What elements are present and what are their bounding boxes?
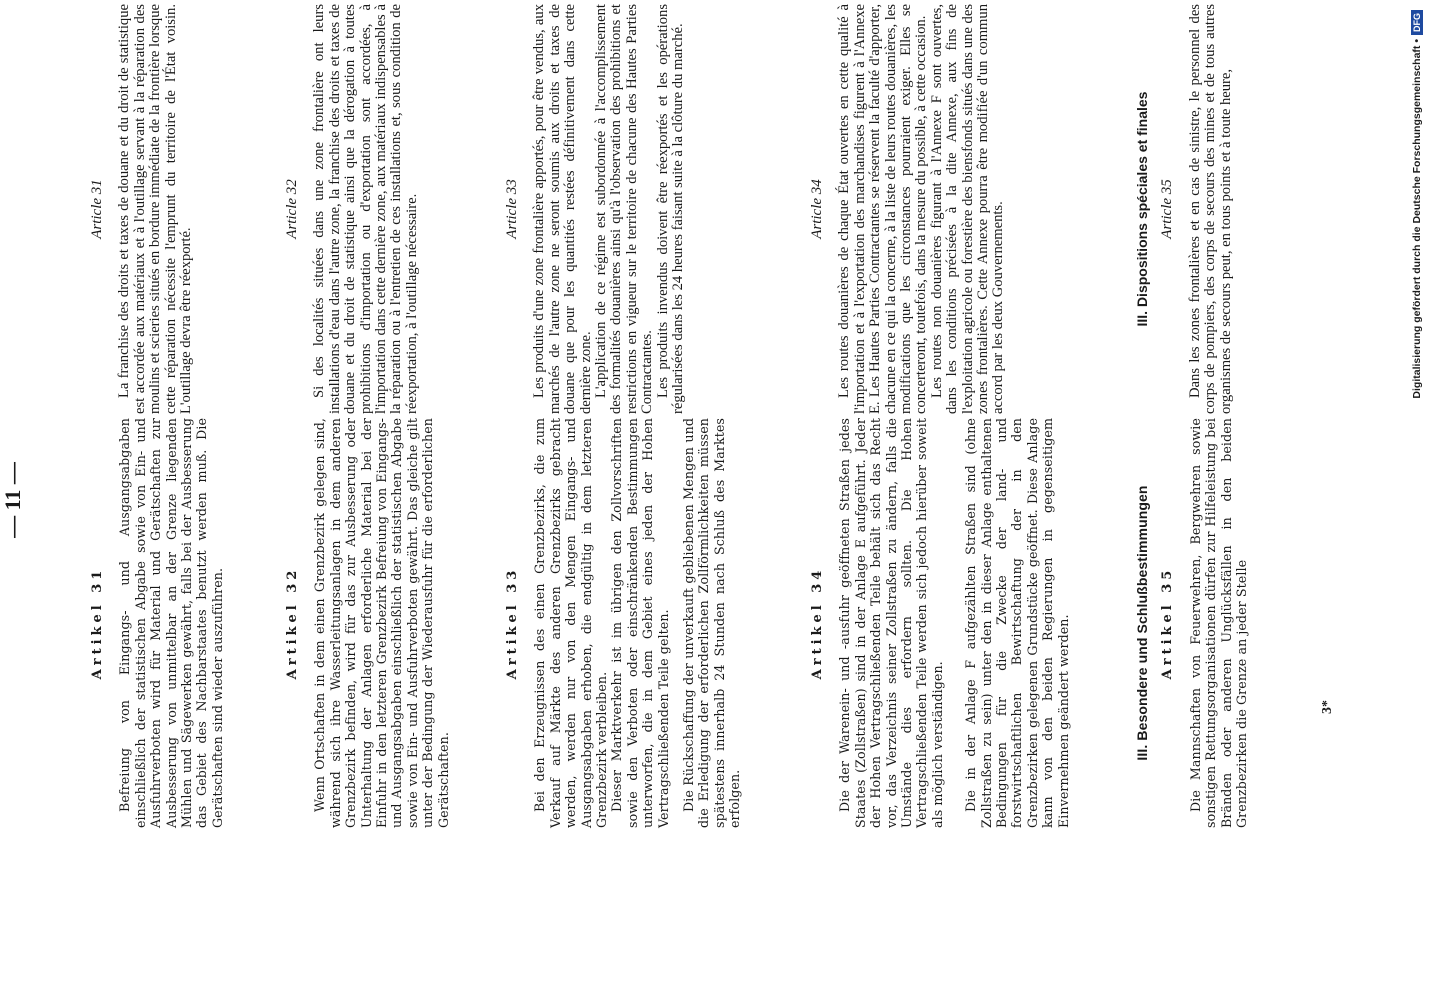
paragraph-de: Bei den Erzeugnissen des einen Grenzbezirks, die zum Verkauf auf Märkte des anderen Grenzbezirks gebracht werden, werden nur von den Mengen Eingangs- und Ausgangsabgaben erhoben, die endgültig in dem letzteren Grenzbezirk verbleiben. xyxy=(532,418,610,828)
digitization-note xyxy=(1405,10,1429,990)
paragraph-de: Die Mannschaften von Feuerwehren, Bergwehren sowie sonstigen Rettungsorganisationen dürfen zur Hilfeleistung bei Bränden oder anderen Unglücksfällen in den beiden Grenzbezirken die Grenze an jeder Stelle xyxy=(1187,418,1250,828)
article-31-band xyxy=(89,4,260,914)
paragraph-de: Die in der Anlage F aufgezählten Straßen sind (ohne Zollstraßen zu sein) unter den in dieser Anlage enthaltenen Bedingungen für die Zwecke der land- und forstwirtschaftlichen Bewirtschaftung der in den Grenzbezirken gelegenen Grundstücke geöffnet. Diese Anlage kann von den beiden Regierungen in gegenseitigem Einvernehmen geändert werden. xyxy=(963,418,1071,828)
section-heading-de: III. Besondere und Schlußbestimmungen xyxy=(1134,485,1150,761)
signature-mark: 3* xyxy=(1320,700,1335,714)
section-heading-fr: III. Dispositions spéciales et finales xyxy=(1134,91,1150,327)
article-32-band xyxy=(284,4,490,914)
paragraph-fr: Les routes non douanières figurant à l'Annexe F sont ouvertes, dans les conditions précisées à la dite Annexe, aux fins de l'exploitation agricole ou forestière des biensfonds situés dans une des zones frontalières. Cette Annexe pourra être modifiée d'un commun accord par les deux Gouvernements. xyxy=(928,4,1007,414)
paragraph-fr: Si des localités situées dans une zone frontalière ont leurs installations d'eau dans l'autre zone, la franchise des droits et taxes de douane et du droit de statistique ainsi que la dérogation à toutes prohibitions d'importation ou d'exportation sont accordées, à l'importation dans cette dernière zone, aux matériaux indispensables à la réparation ou à l'entretien de ces installations et, sous condition de réexportation, à l'outillage nécessaire. xyxy=(311,4,420,414)
french-column xyxy=(810,4,1115,414)
paragraph-fr: Dans les zones frontalières et en cas de sinistre, le personnel des corps de pompiers, des corps de secours des mines et de tous autres organismes de secours peut, en tous points et à toute heure, xyxy=(1186,4,1234,414)
german-column xyxy=(505,418,795,828)
article-heading-fr: Article 33 xyxy=(504,179,520,239)
paragraph-de: Befreiung von Eingangs- und Ausgangsabgaben einschließlich der statistischen Abgabe sowie von Ein- und Ausfuhrverboten wird für Material und Gerätschaften zur Ausbesserung von unmittelbar an der Grenze liegenden Mühlen und Sägewerken gewährt, falls bei der Ausbesserung das Gebiet des Nachbarstaates benutzt werden muß. Die Gerätschaften sind wieder auszuführen. xyxy=(117,418,225,828)
page-number: — 11 — xyxy=(0,462,25,538)
article-33-band xyxy=(504,4,795,914)
article-34-band xyxy=(809,4,1115,914)
article-heading-fr: Article 34 xyxy=(809,179,825,239)
article-heading-de: Artikel 31 xyxy=(90,566,105,680)
article-heading-de: Artikel 33 xyxy=(505,566,520,680)
section-iii-band xyxy=(1134,4,1305,914)
french-column xyxy=(505,4,795,414)
paragraph-de: Die Rückschaffung der unverkauft gebliebenen Mengen und die Erledigung der erforderlichen Zollförmlichkeiten müssen spätestens innerhalb 24 Stunden nach Schluß des Marktes erfolgen. xyxy=(681,418,743,828)
french-column xyxy=(1135,4,1305,414)
paragraph-fr: Les routes douanières de chaque État ouvertes en cette qualité à l'importation et à l'exportation des marchandises figurent à l'Annexe E. Les Hautes Parties Contractantes se réservent la faculté d'apporter, chacune en ce qui la concerne, à la liste de leurs routes douanières, les modifications que les circonstances pourraient exiger. Elles se concerteront, toutefois, dans la mesure du possible, à cette occasion. xyxy=(836,4,930,414)
german-column xyxy=(810,418,1115,828)
paragraph-de: Dieser Marktverkehr ist im übrigen den Zollvorschriften sowie den Verboten oder einschränkenden Bestimmungen unterworfen, die in dem Gebiet eines jeden der Hohen Vertragschließenden Teile gelten. xyxy=(609,418,671,828)
article-heading-de: Artikel 34 xyxy=(810,566,825,680)
paragraph-fr: Les produits invendus doivent être réexportés et les opérations régularisées dans les 24 heures faisant suite à la clôture du marché. xyxy=(654,4,687,414)
digitization-note-label: Digitalisierung gefördert durch die Deutsche Forschungsgemeinschaft • xyxy=(1411,39,1423,399)
german-column xyxy=(285,418,490,828)
digitization-note-text xyxy=(1405,10,1429,990)
article-heading-de: Artikel 35 xyxy=(1160,566,1176,680)
article-heading-fr: Article 32 xyxy=(284,179,300,239)
german-column xyxy=(1135,418,1305,828)
dfg-logo: DFG xyxy=(1411,10,1423,35)
article-heading-fr: Article 31 xyxy=(89,179,105,239)
german-column xyxy=(90,418,260,828)
paragraph-fr: La franchise des droits et taxes de douane et du droit de statistique est accordée aux matériaux et à l'outillage servant à la réparation des moulins et scieries situés en bordure immédiate de la frontière lorsque cette réparation nécessite l'emprunt du territoire de l'État voisin. L'outillage devra être réexporté. xyxy=(116,4,195,414)
paragraph-fr: Les produits d'une zone frontalière apportés, pour être vendus, aux marchés de l'autre zone ne seront soumis aux droits et taxes de douane que pour les quantités restées définitivement dans cette dernière zone. xyxy=(531,4,594,414)
paragraph-fr: L'application de ce régime est subordonnée à l'accomplissement des formalités douanières ainsi qu'à l'observation des prohibitions et restrictions en vigueur sur le territoire de chacune des Hautes Parties Contractantes. xyxy=(593,4,656,414)
article-heading-de: Artikel 32 xyxy=(285,566,300,680)
paragraph-de: Wenn Ortschaften in dem einen Grenzbezirk gelegen sind, während sich ihre Wasserleitungsanlagen in dem anderen Grenzbezirk befinden, wird für das zur Ausbesserung oder Unterhaltung der Anlagen erforderliche Material bei der Einfuhr in den letzteren Grenzbezirk Befreiung von Eingangs- und Ausgangsabgaben einschließlich der statistischen Abgabe sowie von Ein- und Ausfuhrverboten gewährt. Das gleiche gilt unter der Bedingung der Wiederausfuhr für die erforderlichen Gerätschaften. xyxy=(312,418,451,828)
paragraph-de: Die der Warenein- und -ausfuhr geöffneten Straßen jedes Staates (Zollstraßen) sind in der Anlage E aufgeführt. Jeder der Hohen Vertragschließenden Teile behält sich das Recht vor, das Verzeichnis seiner Zollstraßen zu ändern, falls die Umstände dies erfordern sollten. Die Hohen Vertragschließenden Teile werden sich jedoch hierüber soweit als möglich verständigen. xyxy=(837,418,945,828)
article-heading-fr: Article 35 xyxy=(1159,179,1176,239)
french-column xyxy=(285,4,490,414)
french-column xyxy=(90,4,260,414)
